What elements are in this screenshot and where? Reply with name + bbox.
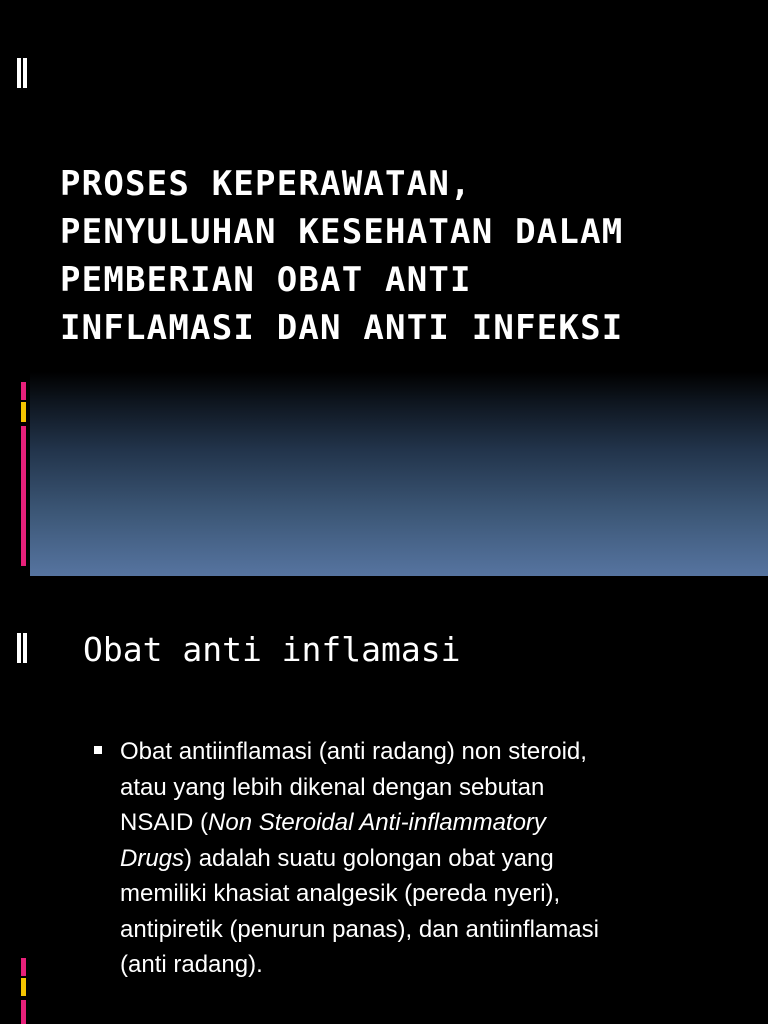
bullet-text-line: memiliki khasiat analgesik (pereda nyeri),	[120, 880, 561, 907]
title-line: PENYULUHAN KESEHATAN DALAM	[60, 212, 624, 252]
bullet-text-italic: Drugs	[120, 844, 185, 872]
bullet-text-italic: Non Steroidal Anti-inflammatory	[208, 809, 546, 836]
accent-bar-white	[23, 58, 27, 88]
bullet-text-line	[120, 841, 732, 877]
accent-bar-yellow	[21, 978, 26, 996]
accent-bar-pink	[21, 426, 26, 566]
accent-bar-white	[23, 633, 27, 663]
accent-bar-yellow	[21, 402, 26, 422]
slide-heading: Obat anti inflamasi	[83, 630, 461, 669]
bullet-text-line: (anti radang).	[120, 951, 263, 978]
title-line: INFLAMASI DAN ANTI INFEKSI	[60, 308, 624, 348]
bullet-text-line	[120, 805, 732, 841]
bullet-text-segment: ) adalah suatu golongan obat yang	[184, 844, 554, 872]
title-line: PROSES KEPERAWATAN,	[60, 164, 472, 204]
accent-bar-pink	[21, 1000, 26, 1024]
bullet-text-line: atau yang lebih dikenal dengan sebutan	[120, 773, 545, 801]
accent-bar-white	[17, 58, 21, 88]
bullet-text-line: antipiretik (penurun panas), dan antiinflamasi	[120, 915, 599, 943]
title-slide	[30, 0, 768, 576]
title-line: PEMBERIAN OBAT ANTI	[60, 260, 472, 300]
accent-bar-white	[17, 633, 21, 663]
accent-bar-pink	[21, 958, 26, 976]
bullet-text-segment: NSAID (	[120, 809, 209, 836]
bullet-text-line: Obat antiinflamasi (anti radang) non steroid,	[120, 738, 587, 765]
left-accent-strip	[0, 0, 30, 1024]
bullet-item	[92, 734, 732, 983]
slide-title	[60, 160, 750, 352]
content-slide	[30, 576, 768, 1024]
bullet-list	[92, 734, 732, 983]
accent-bar-pink	[21, 382, 26, 400]
square-bullet-icon	[94, 746, 102, 754]
